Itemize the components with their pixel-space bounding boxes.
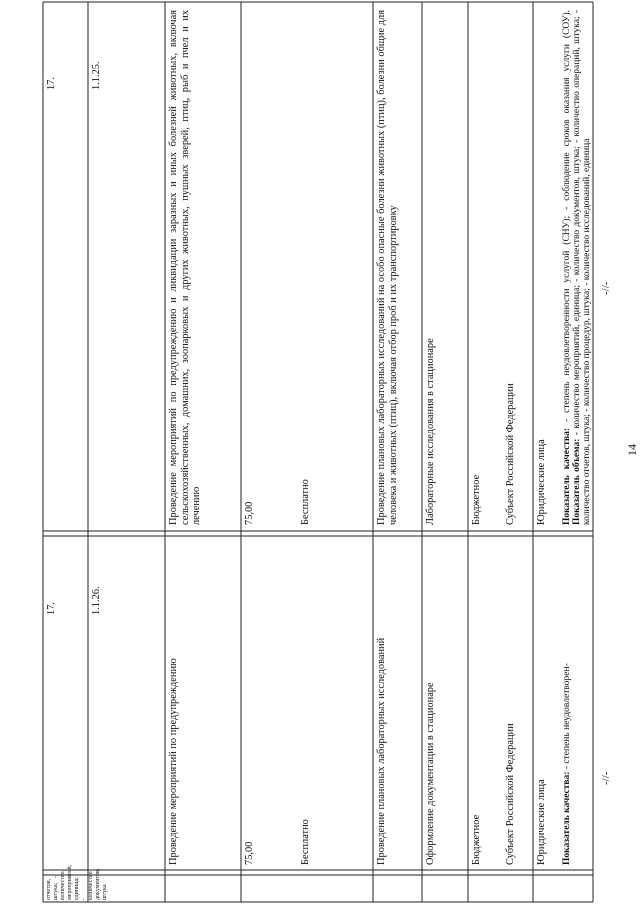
carry-ind-0: отчетов, штука; [46,878,59,900]
row1-ind-9: - количество исследований, единица [582,138,592,286]
row2-name: Проведение мероприятий по предупреждению [168,658,179,865]
row1-norm: 75,00 [244,501,255,525]
row1-work: Проведение плановых лабораторных исследований на особо опасные болезни животных (птиц), болезни общие для человека и животных (птиц), включая отбор проб и их транспортировку [376,10,399,525]
row1-indicators [562,10,590,525]
row1-provider: Субъект Российской Федерации [505,383,516,525]
row1-ind-7: - количество отчетов, штука; [572,9,592,525]
row1-ind-8: - количество процедур, штука; [582,288,592,412]
row1-ind-5: - количество документов, штука; [572,146,582,282]
carry-ind-1: - количество мероприятий, единица; [53,864,80,900]
row1-no: 17. [46,77,57,90]
row1-payment: Бесплатно [300,479,311,525]
row1-ditto: -//- [600,281,612,295]
row2-ind-0: Показатель качества: [562,771,572,865]
row1-ind-6: - количество операций, штука; [572,16,582,143]
row2-consumers: Юридические лица [536,779,547,865]
row1-condition: Лабораторные исследования в стационаре [425,338,436,525]
row1-type: Бюджетное [471,474,482,525]
row1-ind-0: Показатель качества: [562,427,572,525]
carry-ind-2: - количество документов, штука [81,868,108,900]
row1-consumers: Юридические лица [536,439,547,525]
row1-ind-4: - количество мероприятий, единица; [572,285,582,436]
row2-code: 1.1.26. [91,586,102,615]
page-number: 14 [625,444,639,456]
row1-name: Проведение мероприятий по предупреждению и ликвидации заразных и иных болезней животных, включая сельскохозяйственных, домашних, зоопарковых и других животных, пушных зверей, птиц, рыб и пчел и их лечению [168,10,203,525]
carryover-indicators [46,864,586,900]
row2-payment: Бесплатно [300,819,311,865]
row1-ind-1: - степень неудовлетворенности услугой (СНУ); [562,215,572,422]
row1-code: 1.1.25. [91,61,102,90]
row2-indicators [562,540,590,865]
row2-type: Бюджетное [471,814,482,865]
row1-ind-2: - соблюдение сроков оказания услуги (СОУ). [562,9,572,210]
row1-ind-3: Показатель объема: [572,438,582,525]
row2-provider: Субъект Российской Федерации [505,723,516,865]
row2-norm: 75,00 [244,841,255,865]
row2-ind-1: - степень неудовлетворен- [562,663,572,770]
row2-no: 17. [46,602,57,615]
row2-ditto: -//- [600,771,612,785]
row2-work: Проведение плановых лабораторных исследований [376,637,387,865]
row2-condition: Оформление документации в стационаре [425,682,436,865]
